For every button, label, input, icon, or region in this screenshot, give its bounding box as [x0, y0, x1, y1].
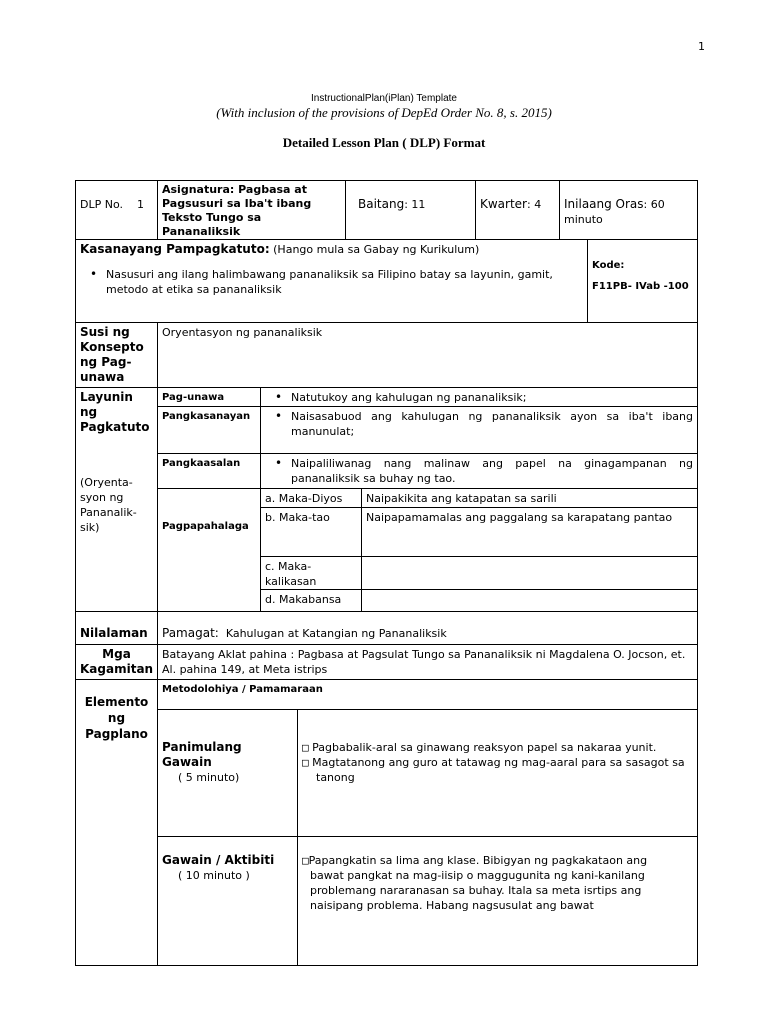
asignatura-value: Pagbasa at Pagsusuri sa Iba't ibang Teksto Tungo sa Pananaliksik — [162, 183, 312, 238]
panimulang-label: Panimulang Gawain — [162, 740, 242, 769]
value-text-maka-kalikasan — [361, 556, 698, 590]
gawain-line: problemang nararanasan sa buhay. Itala sa meta isrtips ang — [310, 884, 642, 897]
layunin-label-cell — [75, 387, 158, 612]
template-subtitle: (With inclusion of the provisions of DepEd Order No. 8, s. 2015) — [216, 105, 552, 120]
pag-unawa-label: Pag-unawa — [162, 392, 225, 403]
nilalaman-label-cell — [75, 611, 158, 645]
inilaang-cell: Inilaang Oras: 60 minuto — [559, 180, 698, 240]
susi-label: Susi ng Konsepto ng Pag-unawa — [80, 325, 144, 384]
panimulang-item: □ Magtatanong ang guro at tatawag ng mag-aaral para sa sasagot sa tanong — [302, 756, 685, 784]
dlp-no-label: DLP No. — [80, 198, 123, 211]
page-number: 1 — [698, 40, 705, 53]
pangkaasalan-item-cell — [260, 453, 698, 489]
value-text-makabansa — [361, 589, 698, 612]
value-text-maka-diyos: Naipakikita ang katapatan sa sarili — [361, 488, 698, 508]
value-label-maka-tao: b. Maka-tao — [260, 507, 362, 557]
gawain-line: naisipang problema. Habang nagsusulat ang bawat — [310, 899, 594, 912]
pamagat-value: Kahulugan at Katangian ng Pananaliksik — [225, 627, 447, 640]
pagpapahalaga-label-cell — [157, 488, 261, 612]
pag-unawa-item-cell — [260, 387, 698, 407]
gawain-label-cell — [157, 836, 298, 966]
baitang-label: Baitang — [358, 197, 405, 211]
checkbox-icon: □ — [302, 741, 309, 754]
kode-label: Kode: — [592, 260, 625, 271]
format-title: Detailed Lesson Plan ( DLP) Format — [282, 135, 486, 150]
gawain-time: ( 10 minuto ) — [178, 869, 250, 882]
kode-cell — [587, 239, 698, 323]
pangkasanayan-item-cell — [260, 406, 698, 454]
gawain-line: bawat pangkat na mag-iisip o maggugunita ng kani-kanilang — [310, 869, 645, 882]
checkbox-icon: □ — [302, 756, 309, 769]
panimulang-time: ( 5 minuto) — [178, 771, 240, 784]
panimulang-content-cell — [297, 709, 698, 837]
kagamitan-label-cell — [75, 644, 158, 680]
elemento-label: Elemento ng Pagplano — [84, 695, 149, 741]
pagpapahalaga-label: Pagpapahalaga — [162, 521, 249, 532]
nilalaman-label: Nilalaman — [80, 626, 148, 640]
value-label-maka-diyos: a. Maka-Diyos — [260, 488, 362, 508]
pamagat-label: Pamagat: — [162, 626, 219, 640]
kagamitan-label: Mga Kagamitan — [80, 647, 154, 676]
pangkaasalan-item: • Naipaliliwanag nang malinaw ang papel na ginagampanan ng pananaliksik sa buhay ng tao. — [265, 456, 693, 486]
value-text-maka-tao: Naipapamamalas ang paggalang sa karapatang pantao — [361, 507, 698, 557]
susi-value: Oryentasyon ng pananaliksik — [162, 326, 323, 339]
pag-unawa-item: • Natutukoy ang kahulugan ng pananaliksik; — [265, 390, 693, 405]
susi-label-cell — [75, 322, 158, 388]
value-label-makabansa: d. Makabansa — [260, 589, 362, 612]
layunin-label: Layunin ng Pagkatuto — [80, 390, 150, 434]
asignatura-cell — [157, 180, 346, 240]
baitang-value: 11 — [411, 198, 426, 211]
kasanayan-cell — [75, 239, 588, 323]
inilaang-label: Inilaang Oras — [564, 197, 644, 211]
susi-value-cell — [157, 322, 698, 388]
kwarter-cell: Kwarter: 4 — [475, 180, 560, 240]
panimulang-item: □ Pagbabalik-aral sa ginawang reaksyon papel sa nakaraa yunit. — [302, 741, 657, 754]
metodolohiya-label: Metodolohiya / Pamamaraan — [162, 684, 323, 695]
asignatura-label: Asignatura: — [162, 183, 235, 196]
dlp-no-value: 1 — [137, 198, 144, 211]
kwarter-value: 4 — [534, 198, 542, 211]
value-label-maka-kalikasan: c. Maka-kalikasan — [260, 556, 362, 590]
dlp-no-cell — [75, 180, 158, 240]
pangkaasalan-label-cell — [157, 453, 261, 489]
gawain-content-cell — [297, 836, 698, 966]
checkbox-icon: □ — [302, 854, 309, 867]
gawain-label: Gawain / Aktibiti — [162, 853, 275, 867]
nilalaman-value-cell — [157, 611, 698, 645]
gawain-line: □Papangkatin sa lima ang klase. Bibigyan ng pagkakataon ang — [302, 854, 648, 867]
template-title: InstructionalPlan(iPlan) Template — [310, 93, 457, 104]
kagamitan-value-cell — [157, 644, 698, 680]
pangkasanayan-item: • Naisasabuod ang kahulugan ng pananaliksik ayon sa iba't ibang manunulat; — [265, 409, 693, 439]
kasanayan-item: • Nasusuri ang ilang halimbawang pananaliksik sa Filipino batay sa layunin, gamit, metodo at etika sa pananaliksik — [80, 267, 583, 297]
layunin-note: (Oryenta-syon ng Pananalik-sik) — [80, 476, 137, 534]
pag-unawa-label-cell — [157, 387, 261, 407]
elemento-label-cell — [75, 679, 158, 966]
pangkasanayan-label-cell — [157, 406, 261, 454]
baitang-cell: Baitang: 11 — [345, 180, 476, 240]
kasanayan-note: (Hango mula sa Gabay ng Kurikulum) — [273, 243, 480, 256]
kagamitan-value: Batayang Aklat pahina : Pagbasa at Pagsulat Tungo sa Pananaliksik ni Magdalena O. Jocson, et. Al. pahina 149, at Meta istrips — [162, 648, 686, 676]
pangkaasalan-label: Pangkaasalan — [162, 458, 241, 469]
pangkasanayan-label: Pangkasanayan — [162, 411, 251, 422]
kode-value: F11PB- IVab -100 — [592, 281, 689, 292]
metodolohiya-cell — [157, 679, 698, 710]
panimulang-label-cell — [157, 709, 298, 837]
kwarter-label: Kwarter — [480, 197, 527, 211]
inilaang-value: 60 minuto — [564, 198, 665, 226]
kasanayan-label: Kasanayang Pampagkatuto: — [80, 242, 270, 256]
